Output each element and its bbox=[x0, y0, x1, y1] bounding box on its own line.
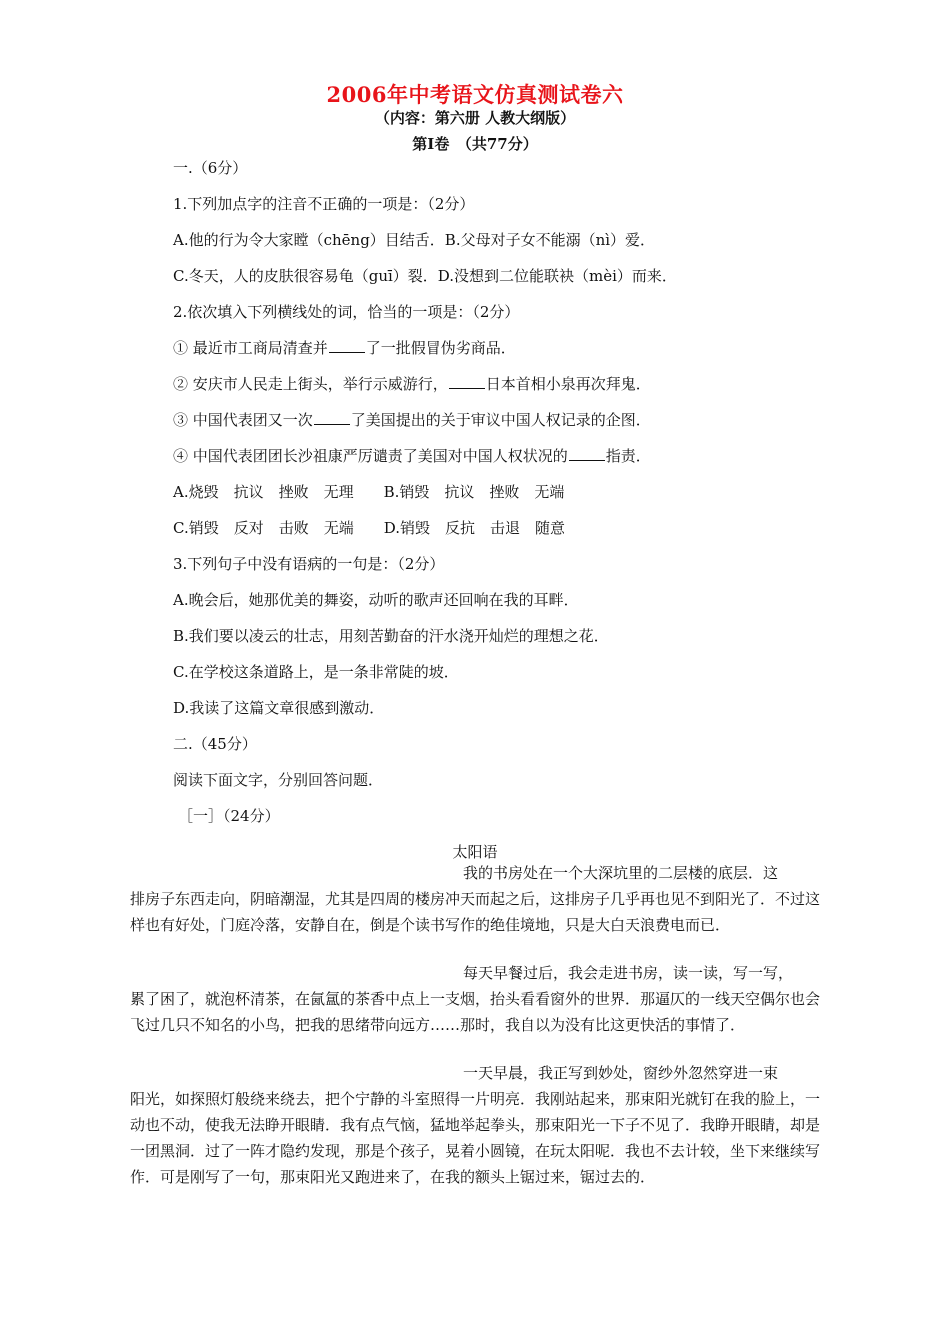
q2-s1-post: 了一批假冒伪劣商品． bbox=[365, 339, 516, 357]
q2-s2-post: 日本首相小泉再次拜鬼． bbox=[485, 375, 651, 393]
q3-option-a: A.晚会后，她那优美的舞姿，动听的歌声还回响在我的耳畔． bbox=[173, 591, 579, 609]
part1-heading: ［一］（24分） bbox=[178, 807, 280, 825]
p3-first-line: 一天早晨，我正写到妙处，窗纱外忽然穿进一束 bbox=[463, 1064, 779, 1082]
q2-options-ab: A.烧毁 抗议 挫败 无理 B.销毁 抗议 挫败 无端 bbox=[173, 483, 565, 501]
q2-sentence-1 bbox=[173, 338, 516, 358]
q2-s2-pre: ② 安庆市人民走上街头，举行示威游行， bbox=[173, 375, 448, 393]
exam-title: 2006年中考语文仿真测试卷六 bbox=[326, 82, 624, 107]
q1-options-ab: A.他的行为令大家瞠（chēng）目结舌．B.父母对子女不能溺（nì）爱． bbox=[173, 231, 656, 249]
article-paragraph-3 bbox=[130, 1060, 820, 1190]
section1-heading: 一.（6分） bbox=[173, 159, 248, 177]
blank-line bbox=[449, 374, 485, 389]
p3-body: 阳光，如探照灯般绕来绕去，把个宁静的斗室照得一片明亮．我刚站起来，那束阳光就钉在我的脸上，一动也不动，使我无法睁开眼睛．我有点气恼，猛地举起拳头，那束阳光一下子不见了．我睁开眼睛，却是一团黑洞．过了一阵才隐约发现，那是个孩子，晃着小圆镜，在玩太阳呢．我也不去计较，坐下来继续写作．可是刚写了一句，那束阳光又跑进来了，在我的额头上锯过来，锯过去的． bbox=[130, 1090, 821, 1186]
q2-sentence-3 bbox=[173, 410, 651, 430]
q1-stem: 1.下列加点字的注音不正确的一项是：（2分） bbox=[173, 195, 475, 213]
q3-option-c: C.在学校这条道路上，是一条非常陡的坡． bbox=[173, 663, 459, 681]
q2-s4-pre: ④ 中国代表团团长沙祖康严厉谴责了美国对中国人权状况的 bbox=[173, 447, 568, 465]
article-paragraph-2 bbox=[130, 960, 820, 1038]
blank-line bbox=[329, 338, 365, 353]
section2-heading: 二.（45分） bbox=[173, 735, 257, 753]
section2-instruction: 阅读下面文字，分别回答问题． bbox=[173, 771, 384, 789]
p2-first-line: 每天早餐过后，我会走进书房，读一读，写一写， bbox=[463, 964, 794, 982]
p1-first-line: 我的书房处在一个大深坑里的二层楼的底层．这 bbox=[463, 864, 779, 882]
blank-line bbox=[314, 410, 350, 425]
q2-s3-post: 了美国提出的关于审议中国人权记录的企图． bbox=[350, 411, 651, 429]
q2-s1-pre: ① 最近市工商局清查并 bbox=[173, 339, 328, 357]
exam-subtitle: （内容：第六册 人教大纲版） bbox=[374, 109, 576, 127]
blank-line bbox=[569, 446, 605, 461]
q3-stem: 3.下列句子中没有语病的一句是：（2分） bbox=[173, 555, 445, 573]
q3-option-b: B.我们要以凌云的壮志，用刻苦勤奋的汗水浇开灿烂的理想之花． bbox=[173, 627, 609, 645]
q2-sentence-2 bbox=[173, 374, 651, 394]
q3-option-d: D.我读了这篇文章很感到激动． bbox=[173, 699, 385, 717]
q2-s3-pre: ③ 中国代表团又一次 bbox=[173, 411, 313, 429]
q2-options-cd: C.销毁 反对 击败 无端 D.销毁 反抗 击退 随意 bbox=[173, 519, 565, 537]
article-paragraph-1 bbox=[130, 860, 820, 938]
q2-s4-post: 指责． bbox=[605, 447, 651, 465]
p1-body: 排房子东西走向，阴暗潮湿，尤其是四周的楼房冲天而起之后，这排房子几乎再也见不到阳光了．不过这样也有好处，门庭冷落，安静自在，倒是个读书写作的绝佳境地，只是大白天浪费电而已． bbox=[130, 890, 821, 934]
p2-body: 累了困了，就泡杯清茶，在氤氲的茶香中点上一支烟，抬头看看窗外的世界．那逼仄的一线天空偶尔也会飞过几只不知名的小鸟，把我的思绪带向远方……那时，我自以为没有比这更快活的事情了． bbox=[130, 990, 821, 1034]
q2-stem: 2.依次填入下列横线处的词，恰当的一项是：（2分） bbox=[173, 303, 520, 321]
volume-heading: 第Ⅰ卷 （共77分） bbox=[412, 135, 538, 153]
q1-options-cd: C.冬天，人的皮肤很容易龟（guī）裂．D.没想到二位能联袂（mèi）而来． bbox=[173, 267, 677, 285]
q2-sentence-4 bbox=[173, 446, 651, 466]
article-title: 太阳语 bbox=[452, 843, 498, 861]
